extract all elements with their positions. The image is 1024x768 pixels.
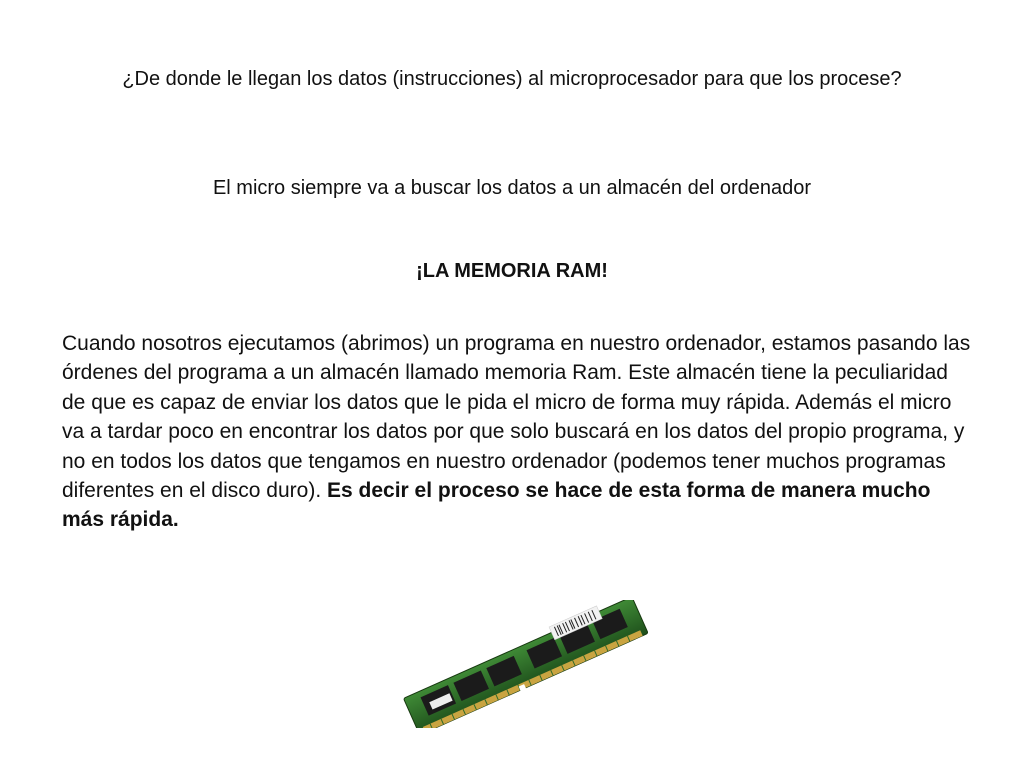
answer-text: El micro siempre va a buscar los datos a un almacén del ordenador: [212, 177, 812, 199]
explanation-regular-text: Cuando nosotros ejecutamos (abrimos) un programa en nuestro ordenador, estamos pasando las órdenes del programa a un almacén llamado memoria Ram. Este almacén tiene la peculiaridad de que es capaz de enviar los datos que le pida el micro de forma muy rápida. Además el micro va a tardar poco en encontrar los datos por que solo buscará en los datos del propio programa, y no en todos los datos que tengamos en nuestro ordenador (podemos tener muchos programas diferentes en el disco duro).: [62, 332, 971, 503]
ram-module-image: [392, 600, 658, 728]
explanation-paragraph: [62, 329, 974, 535]
ram-headline: ¡LA MEMORIA RAM!: [416, 260, 608, 282]
question-heading: ¿De donde le llegan los datos (instrucciones) al microprocesador para que los procese?: [122, 68, 902, 90]
explanation-bold-text: Es decir el proceso se hace de esta forma de manera mucho más rápida.: [62, 479, 931, 532]
